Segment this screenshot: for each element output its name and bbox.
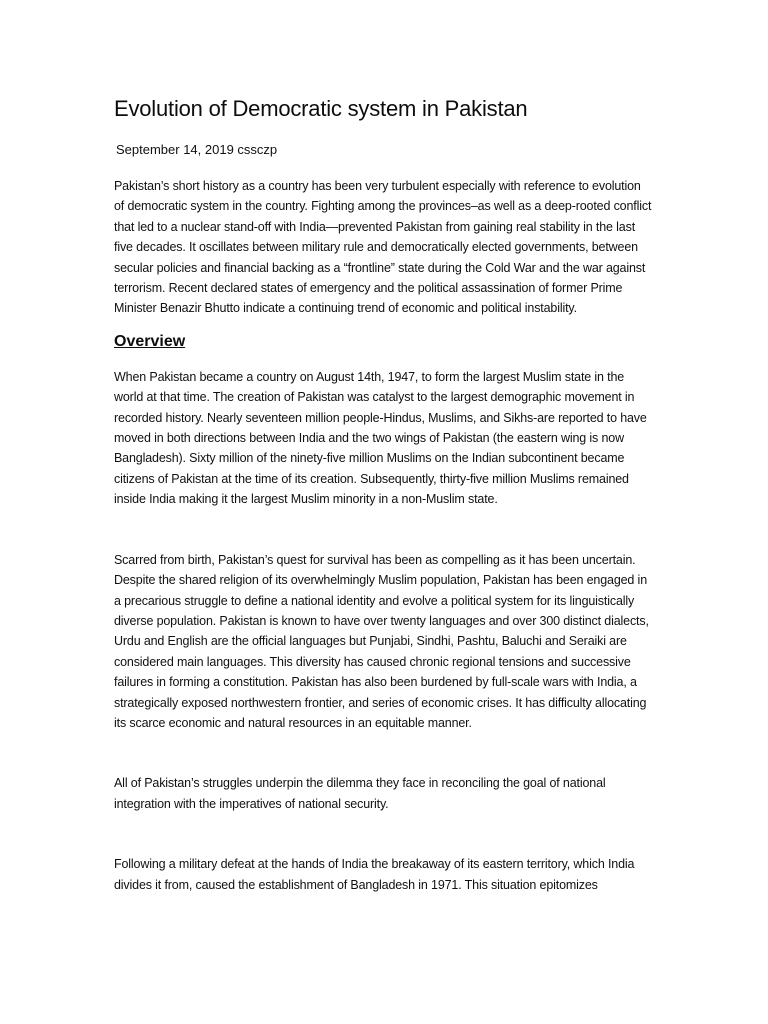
body-paragraph: Following a military defeat at the hands of India the breakaway of its eastern territory, which India divides it from, caused the establishment of Bangladesh in 1971. This situation epitomizes bbox=[114, 857, 635, 892]
paragraph-spacer bbox=[114, 733, 654, 773]
body-paragraph: When Pakistan became a country on August 14th, 1947, to form the largest Muslim state in the world at that time. The creation of Pakistan was catalyst to the largest demographic movement in recorded history. Nearly seventeen million people-Hindus, Muslims, and Sikhs-are reported to have moved in both directions between India and the two wings of Pakistan (the eastern wing is now Bangladesh). Sixty million of the ninety-five million Muslims on the Indian subcontinent became citizens of Pakistan at the time of its creation. Subsequently, thirty-five million Muslims remained inside India making it the largest Muslim minority in a non-Muslim state. bbox=[114, 369, 647, 507]
document-title: Evolution of Democratic system in Pakistan bbox=[114, 96, 528, 121]
section-heading-overview: Overview bbox=[114, 332, 186, 350]
paragraph-spacer bbox=[114, 814, 654, 854]
post-meta: September 14, 2019 cssczp bbox=[116, 142, 278, 157]
paragraph-spacer bbox=[114, 510, 654, 550]
body-paragraph: All of Pakistan’s struggles underpin the dilemma they face in reconciling the goal of national integration with the imperatives of national security. bbox=[114, 776, 606, 811]
intro-paragraph: Pakistan’s short history as a country has been very turbulent especially with reference to evolution of democratic system in the country. Fighting among the provinces–as well as a deep-rooted conflict that led to a nuclear stand-off with India—prevented Pakistan from gaining real stability in the last five decades. It oscillates between military rule and democratically elected governments, between secular policies and financial backing as a “frontline” state during the Cold War and the war against terrorism. Recent declared states of emergency and the political assassination of former Prime Minister Benazir Bhutto indicate a continuing trend of economic and political instability. bbox=[114, 179, 652, 316]
body-paragraph: Scarred from birth, Pakistan’s quest for survival has been as compelling as it has been uncertain. Despite the shared religion of its overwhelmingly Muslim population, Pakistan has been engaged in a precarious struggle to define a national identity and evolve a political system for its linguistically diverse population. Pakistan is known to have over twenty languages and over 300 distinct dialects, Urdu and English are the official languages but Punjabi, Sindhi, Pashtu, Baluchi and Seraiki are considered main languages. This diversity has caused chronic regional tensions and successive failures in forming a constitution. Pakistan has also been burdened by full-scale wars with India, a strategically exposed northwestern frontier, and series of economic crises. It has difficulty allocating its scarce economic and natural resources in an equitable manner. bbox=[114, 552, 649, 730]
document-body bbox=[114, 94, 654, 895]
